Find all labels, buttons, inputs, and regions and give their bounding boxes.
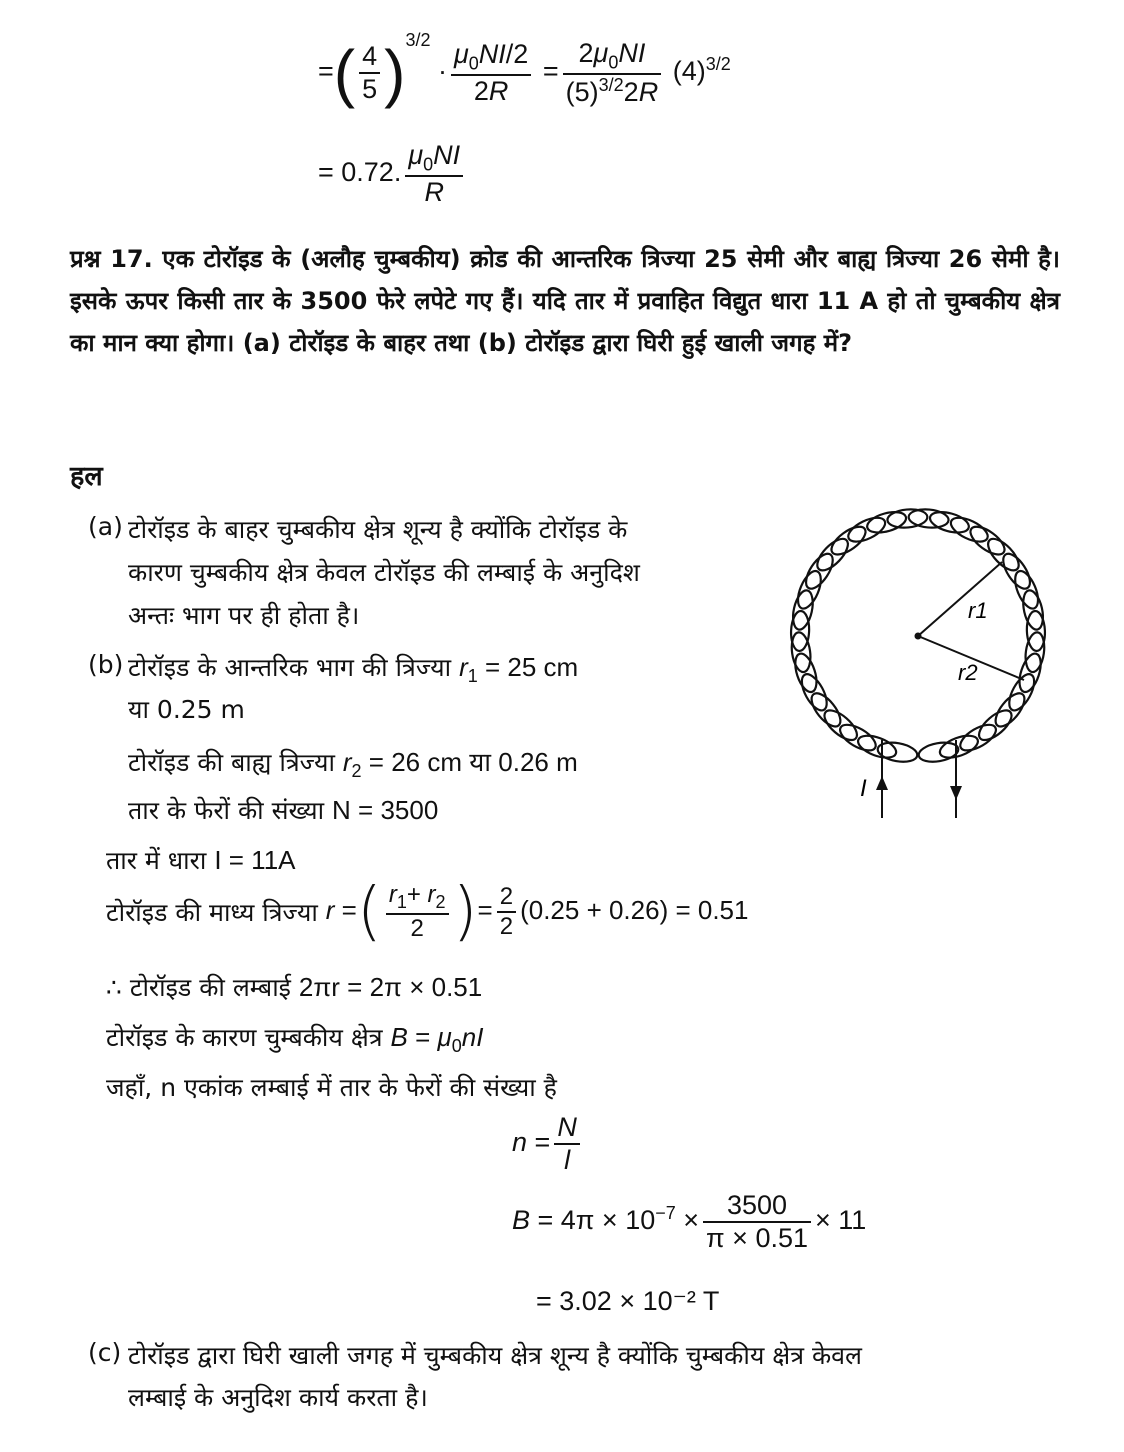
question-17: [70, 238, 1060, 364]
result-line: = 3.02 × 10⁻² T: [536, 1286, 720, 1316]
field-line: टोरॉइड के कारण चुम्बकीय क्षेत्र $B = \mu_0nI$: [106, 1022, 484, 1057]
part-b-line-2: या 0.25 m: [128, 695, 245, 724]
outer-radius-value: = 26 cm या 0.26 m: [368, 747, 578, 777]
part-b-label: (b): [88, 650, 124, 679]
coil-loop: [983, 534, 1024, 575]
coil-loop: [812, 534, 853, 575]
mean-radius-value: (0.25 + 0.26) = 0.51: [520, 895, 749, 925]
coil-loop: [791, 651, 821, 695]
coil-loop: [790, 589, 816, 632]
current-line: [106, 843, 296, 877]
part-a-line-3: अन्तः भाग पर ही होता है।: [128, 601, 360, 630]
arrow-down-icon: [950, 786, 962, 800]
label-r2: r2: [958, 660, 978, 685]
turns-label: तार के फेरों की संख्या: [128, 796, 325, 825]
coil-loop: [793, 568, 825, 612]
mean-radius-label: टोरॉइड की माध्य त्रिज्या: [106, 898, 318, 927]
part-a-line-2: कारण चुम्बकीय क्षेत्र केवल टोरॉइड की लम्बाई के अनुदिश: [128, 558, 640, 587]
label-current: I: [860, 775, 867, 802]
part-c-line-2: लम्बाई के अनुदिश कार्य करता है।: [128, 1383, 428, 1412]
current-value: I = 11A: [214, 845, 296, 875]
part-a-label: (a): [88, 512, 123, 541]
part-b-line-4: [128, 793, 438, 827]
coil-loop: [865, 508, 908, 536]
coil-loop: [1011, 568, 1043, 612]
length-label: ∴ टोरॉइड की लम्बाई: [106, 973, 291, 1002]
equation-line-2: = 0.72. $\frac{\mu_0NI}{R}$: [318, 140, 467, 208]
length-line: [106, 970, 482, 1004]
question-label: प्रश्न 17.: [70, 245, 153, 273]
part-c-line-1: टोरॉइड द्वारा घिरी खाली जगह में चुम्बकीय क्षेत्र शून्य है क्योंकि चुम्बकीय क्षेत्र केवल: [128, 1341, 863, 1370]
length-value: 2πr = 2π × 0.51: [298, 972, 483, 1002]
mean-radius-line: टोरॉइड की माध्य त्रिज्या r =( $\frac{r_1+ r_2}{2}$ )= $\frac{2}{2}$ (0.25 + 0.26) = 0.51: [106, 875, 749, 949]
coil-loop: [1015, 651, 1045, 695]
n-equation: n = $\frac{N}{l}$: [512, 1112, 584, 1176]
field-label: टोरॉइड के कारण चुम्बकीय क्षेत्र: [106, 1023, 383, 1052]
inner-radius-label: टोरॉइड के आन्तरिक भाग की त्रिज्या: [128, 653, 452, 682]
coil-loop: [937, 731, 981, 762]
turns-value: N = 3500: [332, 795, 439, 825]
coil-loop: [855, 731, 899, 762]
current-label: तार में धारा: [106, 846, 207, 875]
toroid-diagram: [770, 500, 1080, 830]
coil-loop: [917, 740, 960, 765]
question-text: एक टोरॉइड के (अलौह चुम्बकीय) क्रोड की आन्तरिक त्रिज्या 25 सेमी और बाह्य त्रिज्या 26 सेमी है। इसके ऊपर किसी तार के 3500 फेरे लपेटे गए हैं। यदि तार में प्रवाहित विद्युत धारा 11 A हो तो चुम्बकीय क्षेत्र का मान क्या होगा। (a) टोरॉइड के बाहर तथा (b) टोरॉइड द्वारा घिरी हुई खाली जगह में?: [70, 245, 1060, 357]
coil-loop: [820, 705, 862, 745]
outer-radius-label: टोरॉइड की बाह्य त्रिज्या: [128, 748, 335, 777]
coil-loop: [956, 720, 1000, 756]
b-equation: $B = 4\pi \times 10^{-7}$ × $\frac{3500}{\pi \times 0.51}$ × 11: [512, 1190, 867, 1254]
b-numerator: 3500: [703, 1190, 811, 1223]
coil-loop: [1026, 611, 1046, 652]
part-a-line-1: टोरॉइड के बाहर चुम्बकीय क्षेत्र शून्य है क्योंकि टोरॉइड के: [128, 515, 628, 544]
b-denominator: π × 0.51: [706, 1223, 808, 1254]
where-line: जहाँ, n एकांक लम्बाई में तार के फेरों की संख्या है: [106, 1073, 557, 1102]
solution-heading: हल: [70, 461, 103, 492]
part-c-label: (c): [88, 1338, 122, 1367]
label-r1: r1: [968, 598, 988, 623]
inner-radius-value: = 25 cm: [485, 652, 579, 682]
equation-line-1: =( $\frac{4}{5}$ )$^{3/2}$ · $\frac{\mu_0NI/2}{2R}$ = $\frac{2\mu_0NI}{(5)^{3/2}2R}$ $(4)^{3/2}$: [318, 30, 731, 110]
arrow-up-icon: [876, 776, 888, 790]
part-b-line-3: टोरॉइड की बाह्य त्रिज्या $r_2 = 26$ cm या 0.26 m: [128, 747, 578, 782]
radius-r1-line: [918, 562, 1002, 636]
coil-loop: [974, 705, 1016, 745]
coil-loop: [928, 508, 971, 536]
coil-loop: [1020, 589, 1046, 632]
part-b-line-1: टोरॉइड के आन्तरिक भाग की त्रिज्या $r_1 = 25$ cm: [128, 652, 579, 687]
coil-loop: [845, 513, 889, 547]
coil-loop: [797, 670, 832, 714]
